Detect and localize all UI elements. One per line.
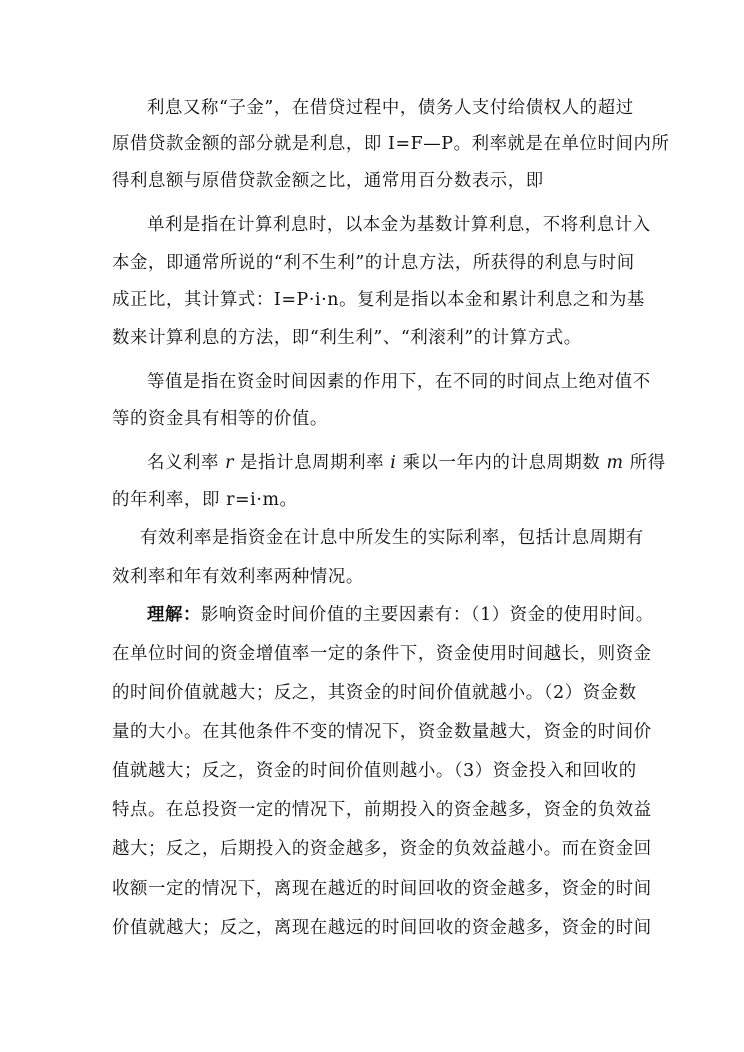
paragraph-interest-line-3: 得利息额与原借贷款金额之比，通常用百分数表示，即 — [112, 171, 544, 191]
paragraph-understanding-line-6: 特点。在总投资一定的情况下，前期投入的资金越多，资金的负效益 — [112, 800, 652, 820]
paragraph-interest-line-1: 利息又称“子金”，在借贷过程中，债务人支付给债权人的超过 — [147, 98, 634, 118]
paragraph-effective-line-1: 有效利率是指资金在计息中所发生的实际利率，包括计息周期有 — [140, 528, 644, 548]
paragraph-understanding-line-2: 在单位时间的资金增值率一定的条件下，资金使用时间越长，则资金 — [112, 644, 652, 664]
nominal-symbol-r: r — [225, 453, 235, 473]
paragraph-effective-line-2: 效利率和年有效利率两种情况。 — [112, 567, 364, 587]
paragraph-understanding-line-5: 值就越大；反之，资金的时间价值则越小。（3）资金投入和回收的 — [112, 761, 637, 781]
nominal-text-c: 乘以一年内的计息周期数 — [396, 453, 607, 473]
paragraph-understanding-line-7: 越大；反之，后期投入的资金越多，资金的负效益越小。而在资金回 — [112, 839, 652, 859]
paragraph-interest-line-2: 原借贷款金额的部分就是利息，即 I=F—P。利率就是在单位时间内所 — [112, 134, 670, 154]
paragraph-simple-line-1: 单利是指在计算利息时，以本金为基数计算利息，不将利息计入 — [147, 215, 651, 235]
understanding-text-1: 影响资金时间价值的主要因素有：（1）资金的使用时间。 — [200, 605, 654, 625]
nominal-text-d: 所得 — [623, 453, 666, 473]
paragraph-nominal-line-2: 的年利率，即 r=i·m。 — [112, 490, 298, 510]
nominal-symbol-i: i — [390, 453, 397, 473]
paragraph-understanding-line-4: 量的大小。在其他条件不变的情况下，资金数量越大，资金的时间价 — [112, 722, 652, 742]
paragraph-simple-line-3: 成正比，其计算式：I=P·i·n。复利是指以本金和累计利息之和为基 — [112, 290, 645, 310]
paragraph-understanding-line-3: 的时间价值就越大；反之，其资金的时间价值就越小。（2）资金数 — [112, 683, 637, 703]
nominal-symbol-m: m — [606, 453, 624, 473]
nominal-text-a: 名义利率 — [147, 453, 226, 473]
paragraph-understanding-line-8: 收额一定的情况下，离现在越近的时间回收的资金越多，资金的时间 — [112, 879, 652, 899]
paragraph-simple-line-2: 本金，即通常所说的“利不生利”的计息方法，所获得的利息与时间 — [112, 253, 635, 273]
paragraph-equivalent-line-1: 等值是指在资金时间因素的作用下，在不同的时间点上绝对值不 — [147, 372, 651, 392]
nominal-text-b: 是指计息周期利率 — [234, 453, 391, 473]
understanding-label: 理解： — [147, 605, 201, 625]
paragraph-understanding-line-9: 价值就越大；反之，离现在越远的时间回收的资金越多，资金的时间 — [112, 918, 652, 938]
paragraph-simple-line-4: 数来计算利息的方法，即“利生利”、“利滚利”的计算方式。 — [112, 328, 582, 348]
paragraph-nominal-line-1 — [147, 452, 687, 474]
paragraph-equivalent-line-2: 等的资金具有相等的价值。 — [112, 409, 328, 429]
paragraph-understanding-line-1 — [147, 604, 687, 626]
